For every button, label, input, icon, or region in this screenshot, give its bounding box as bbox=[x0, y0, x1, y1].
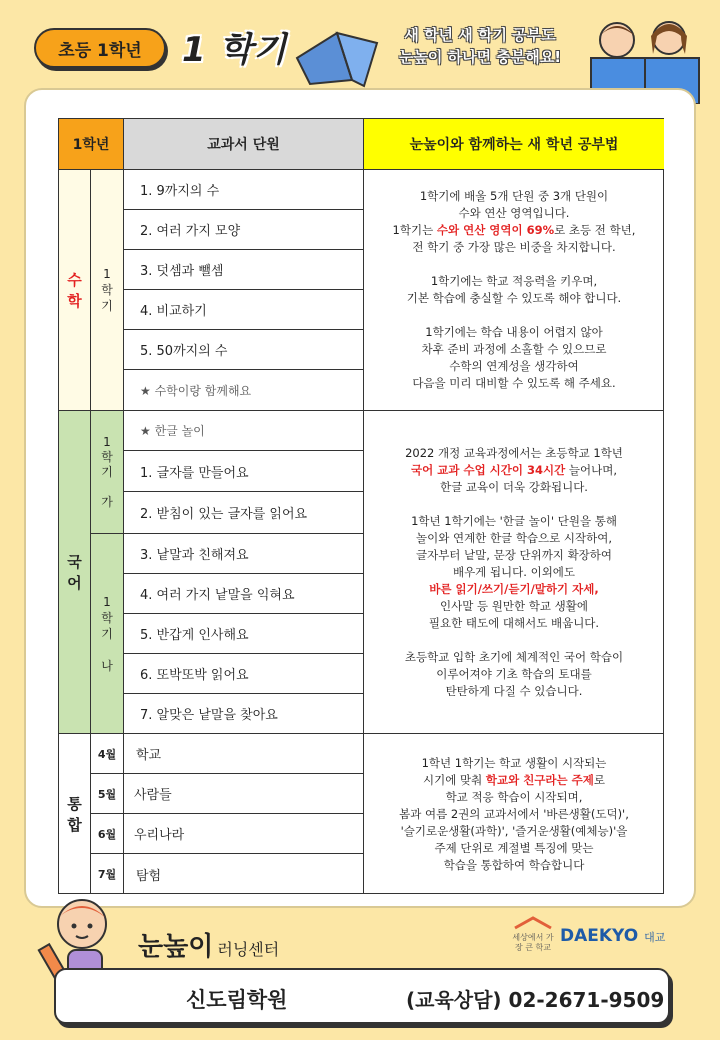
roof-icon bbox=[513, 916, 553, 930]
school-logo: 세상에서 가장 큰 학교 bbox=[512, 916, 554, 953]
subject-korean: 국 어 bbox=[59, 411, 91, 734]
integrated-unit-2: 사람들 bbox=[124, 774, 364, 814]
semester-title: 1 학기 bbox=[182, 30, 288, 70]
curriculum-table bbox=[58, 118, 664, 894]
contact-bar bbox=[54, 968, 670, 1024]
header-grade: 1학년 bbox=[59, 119, 124, 170]
phone-number[interactable]: (교육상담) 02-2671-9509 bbox=[406, 988, 665, 1012]
integrated-unit-4: 탐험 bbox=[124, 854, 364, 894]
header-message: 새 학년 새 학기 공부도 눈높이 하나면 충분해요! bbox=[398, 26, 562, 66]
korean-unit-1: 1. 글자를 만들어요 bbox=[124, 451, 364, 492]
header-method: 눈높이와 함께하는 새 학년 공부법 bbox=[364, 119, 664, 170]
korean-unit-4: 4. 여러 가지 낱말을 익혀요 bbox=[124, 574, 364, 614]
open-book-icon bbox=[292, 18, 382, 88]
math-unit-2: 2. 여러 가지 모양 bbox=[124, 210, 364, 250]
header-units: 교과서 단원 bbox=[124, 119, 364, 170]
term-korean-a: 1 학 기 가 bbox=[91, 411, 124, 534]
math-unit-1: 1. 9까지의 수 bbox=[124, 170, 364, 210]
term-korean-b: 1 학 기 나 bbox=[91, 534, 124, 734]
header bbox=[0, 0, 720, 88]
brand-logo: 눈높이 러닝센터 bbox=[138, 932, 280, 962]
grade-badge: 초등 1학년 bbox=[34, 28, 166, 68]
month-7: 7월 bbox=[91, 854, 124, 894]
korean-unit-6: 6. 또박또박 읽어요 bbox=[124, 654, 364, 694]
month-5: 5월 bbox=[91, 774, 124, 814]
korean-unit-2: 2. 받침이 있는 글자를 읽어요 bbox=[124, 492, 364, 534]
korean-unit-5: 5. 반갑게 인사해요 bbox=[124, 614, 364, 654]
month-6: 6월 bbox=[91, 814, 124, 854]
subject-integrated: 통 합 bbox=[59, 734, 91, 894]
korean-description: 2022 개정 교육과정에서는 초등학교 1학년 국어 교과 수업 시간이 34시간 늘어나며, 한글 교육이 더욱 강화됩니다. 1학년 1학기에는 '한글 놀이' 단원을 통해 놀이와 연계한 한글 학습으로 시작하여, 글자부터 낱말, 문장 단위까지 확장하여 배우게 됩니다. 이외에도 바른 읽기/쓰기/듣기/말하기 자세, 인사말 등 원만한 학교 생활에 필요한 태도에 대해서도 배웁니다. 초등학교 입학 초기에 체계적인 국어 학습이 이루어져야 기초 학습의 토대를 탄탄하게 다질 수 있습니다. bbox=[364, 411, 664, 734]
integrated-unit-3: 우리나라 bbox=[124, 814, 364, 854]
integrated-unit-1: 학교 bbox=[124, 734, 364, 774]
korean-unit-3: 3. 낱말과 친해져요 bbox=[124, 534, 364, 574]
integrated-description: 1학년 1학기는 학교 생활이 시작되는 시기에 맞춰 학교와 친구라는 주제로 학교 적응 학습이 시작되며, 봄과 여름 2권의 교과서에서 '바른생활(도덕)', '슬기로운생활(과학)', '즐거운생활(예체능)'을 주제 단위로 계절별 특징에 맞는 학습을 통합하여 학습합니다 bbox=[399, 755, 629, 872]
math-unit-3: 3. 덧셈과 뺄셈 bbox=[124, 250, 364, 290]
subject-math: 수 학 bbox=[59, 170, 91, 411]
korean-unit-7: 7. 알맞은 낱말을 찾아요 bbox=[124, 694, 364, 734]
academy-name: 신도림학원 bbox=[186, 988, 288, 1012]
month-4: 4월 bbox=[91, 734, 124, 774]
math-unit-5: 5. 50까지의 수 bbox=[124, 330, 364, 370]
term-math: 1 학 기 bbox=[91, 170, 124, 411]
math-description: 1학기에 배울 5개 단원 중 3개 단원이 수와 연산 영역입니다. 1학기는 수와 연산 영역이 69%로 초등 전 학년, 전 학기 중 가장 많은 비중을 차지합니다. 1학기에는 학교 적응력을 키우며, 기본 학습에 충실할 수 있도록 해야 합니다. 1학기에는 학습 내용이 어렵지 않아 차후 준비 과정에 소홀할 수 있으므로 수학의 연계성을 생각하여 다음을 미리 대비할 수 있도록 해 주세요. bbox=[364, 170, 664, 411]
korean-unit-extra: ★ 한글 놀이 bbox=[124, 411, 364, 451]
math-unit-extra: ★ 수학이랑 함께해요 bbox=[124, 370, 364, 411]
daekyo-logo: DAEKYO 대교 bbox=[560, 926, 666, 946]
math-unit-4: 4. 비교하기 bbox=[124, 290, 364, 330]
